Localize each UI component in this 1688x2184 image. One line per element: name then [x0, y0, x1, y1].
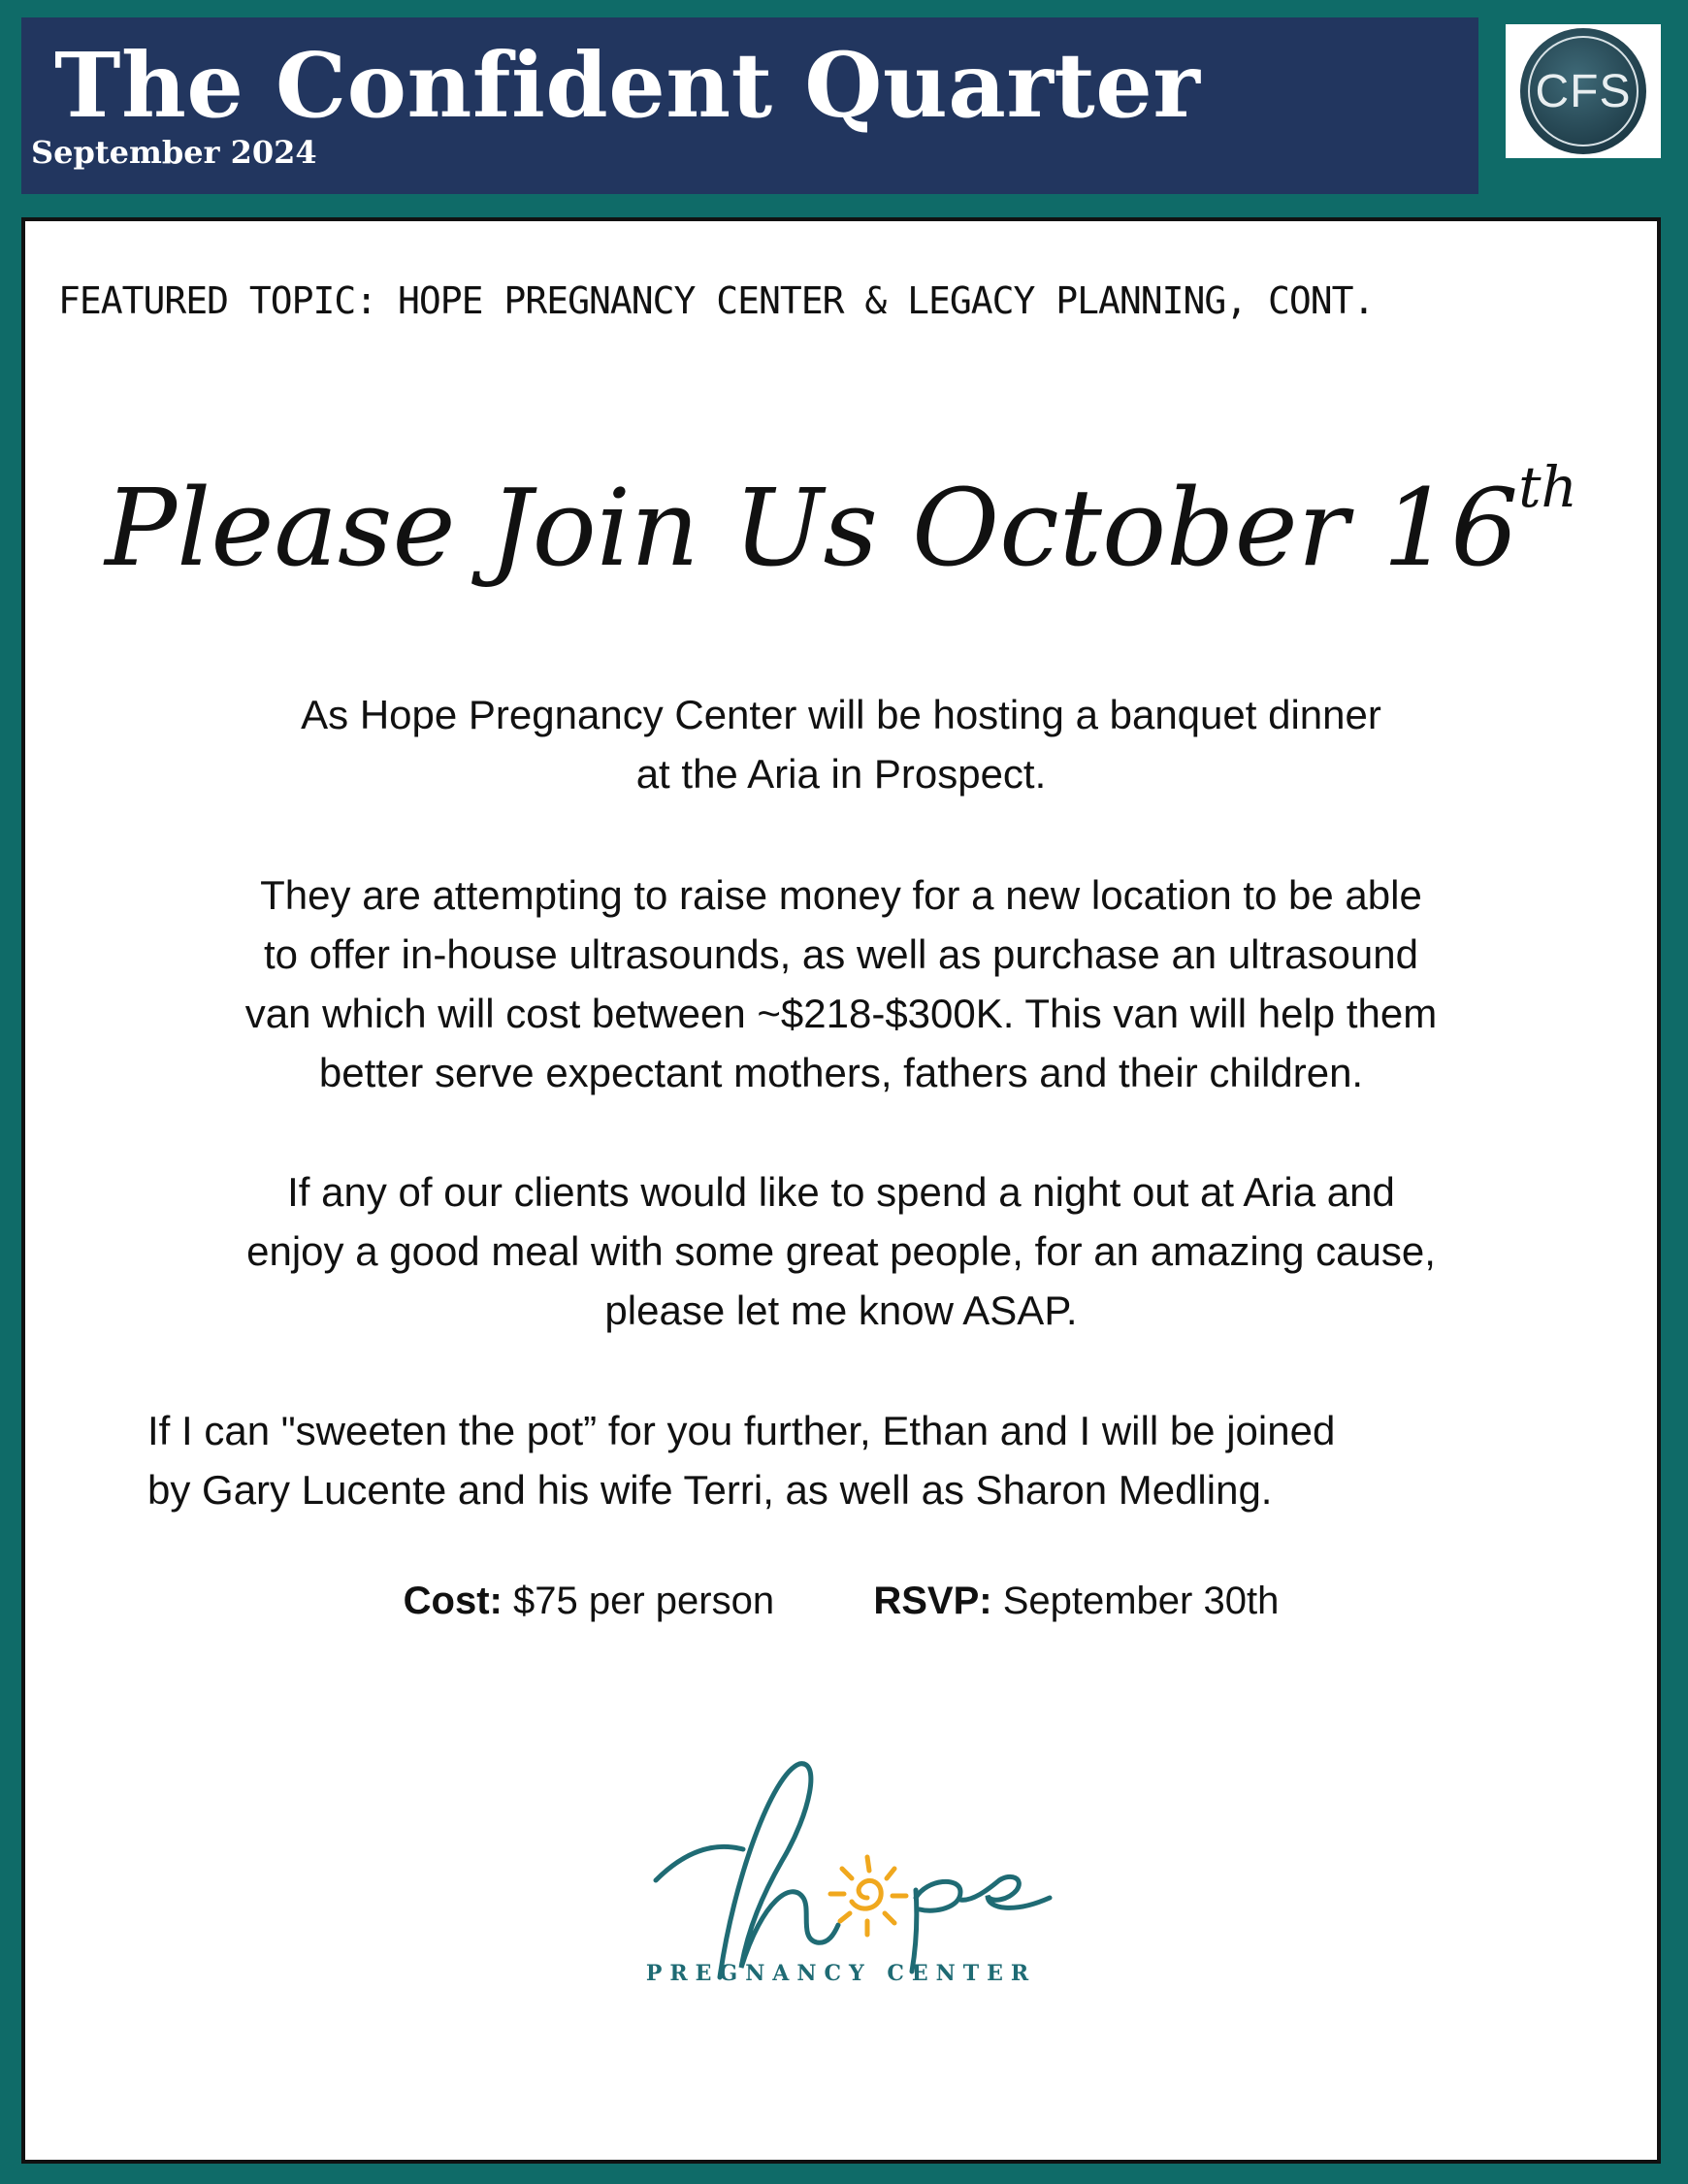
hope-logo-subtitle: PREGNANCY CENTER	[645, 1961, 1037, 1986]
paragraph-line: As Hope Pregnancy Center will be hosting a banquet dinner	[301, 692, 1381, 737]
invitation-heading-suffix: th	[1518, 454, 1577, 520]
content-panel	[21, 217, 1661, 2164]
paragraph-line: better serve expectant mothers, fathers and their children.	[318, 1050, 1364, 1095]
fundraising-paragraph	[103, 865, 1579, 1102]
paragraph-line: If I can "sweeten the pot” for you further, Ethan and I will be joined	[147, 1408, 1336, 1453]
hope-logo	[627, 1735, 1073, 1987]
cfs-logo-text: CFS	[1535, 66, 1632, 117]
attendees-paragraph	[147, 1401, 1541, 1519]
invite-clients-paragraph	[103, 1162, 1579, 1340]
newsletter-title: The Confident Quarter	[54, 33, 1201, 138]
issue-date: September 2024	[31, 134, 317, 171]
cfs-logo-box	[1506, 24, 1661, 158]
paragraph-line: enjoy a good meal with some great people, for an amazing cause,	[246, 1228, 1436, 1274]
newsletter-header	[21, 17, 1478, 194]
paragraph-line: If any of our clients would like to spend a night out at Aria and	[287, 1169, 1395, 1215]
hope-logo-pe	[912, 1876, 1050, 1972]
cost-label: Cost:	[403, 1580, 503, 1622]
cost-value: $75 per person	[512, 1580, 775, 1622]
invitation-heading	[25, 454, 1657, 590]
paragraph-line: to offer in-house ultrasounds, as well as purchase an ultrasound	[264, 931, 1418, 977]
hope-logo-h	[656, 1764, 838, 1977]
paragraph-line: please let me know ASAP.	[604, 1288, 1078, 1333]
paragraph-line: van which will cost between ~$218-$300K. This van will help them	[244, 991, 1438, 1036]
featured-topic: FEATURED TOPIC: HOPE PREGNANCY CENTER & LEGACY PLANNING, CONT.	[58, 279, 1375, 322]
paragraph-line: at the Aria in Prospect.	[635, 751, 1047, 797]
rsvp-label: RSVP:	[873, 1580, 992, 1622]
invitation-heading-text: Please Join Us October 16	[105, 466, 1519, 590]
cost-rsvp-row	[25, 1580, 1657, 1623]
banquet-paragraph	[103, 685, 1579, 803]
sun-icon	[830, 1857, 906, 1935]
paragraph-line: by Gary Lucente and his wife Terri, as well as Sharon Medling.	[147, 1467, 1273, 1513]
cfs-logo	[1520, 28, 1646, 154]
paragraph-line: They are attempting to raise money for a new location to be able	[260, 872, 1422, 918]
rsvp-value: September 30th	[1002, 1580, 1280, 1622]
